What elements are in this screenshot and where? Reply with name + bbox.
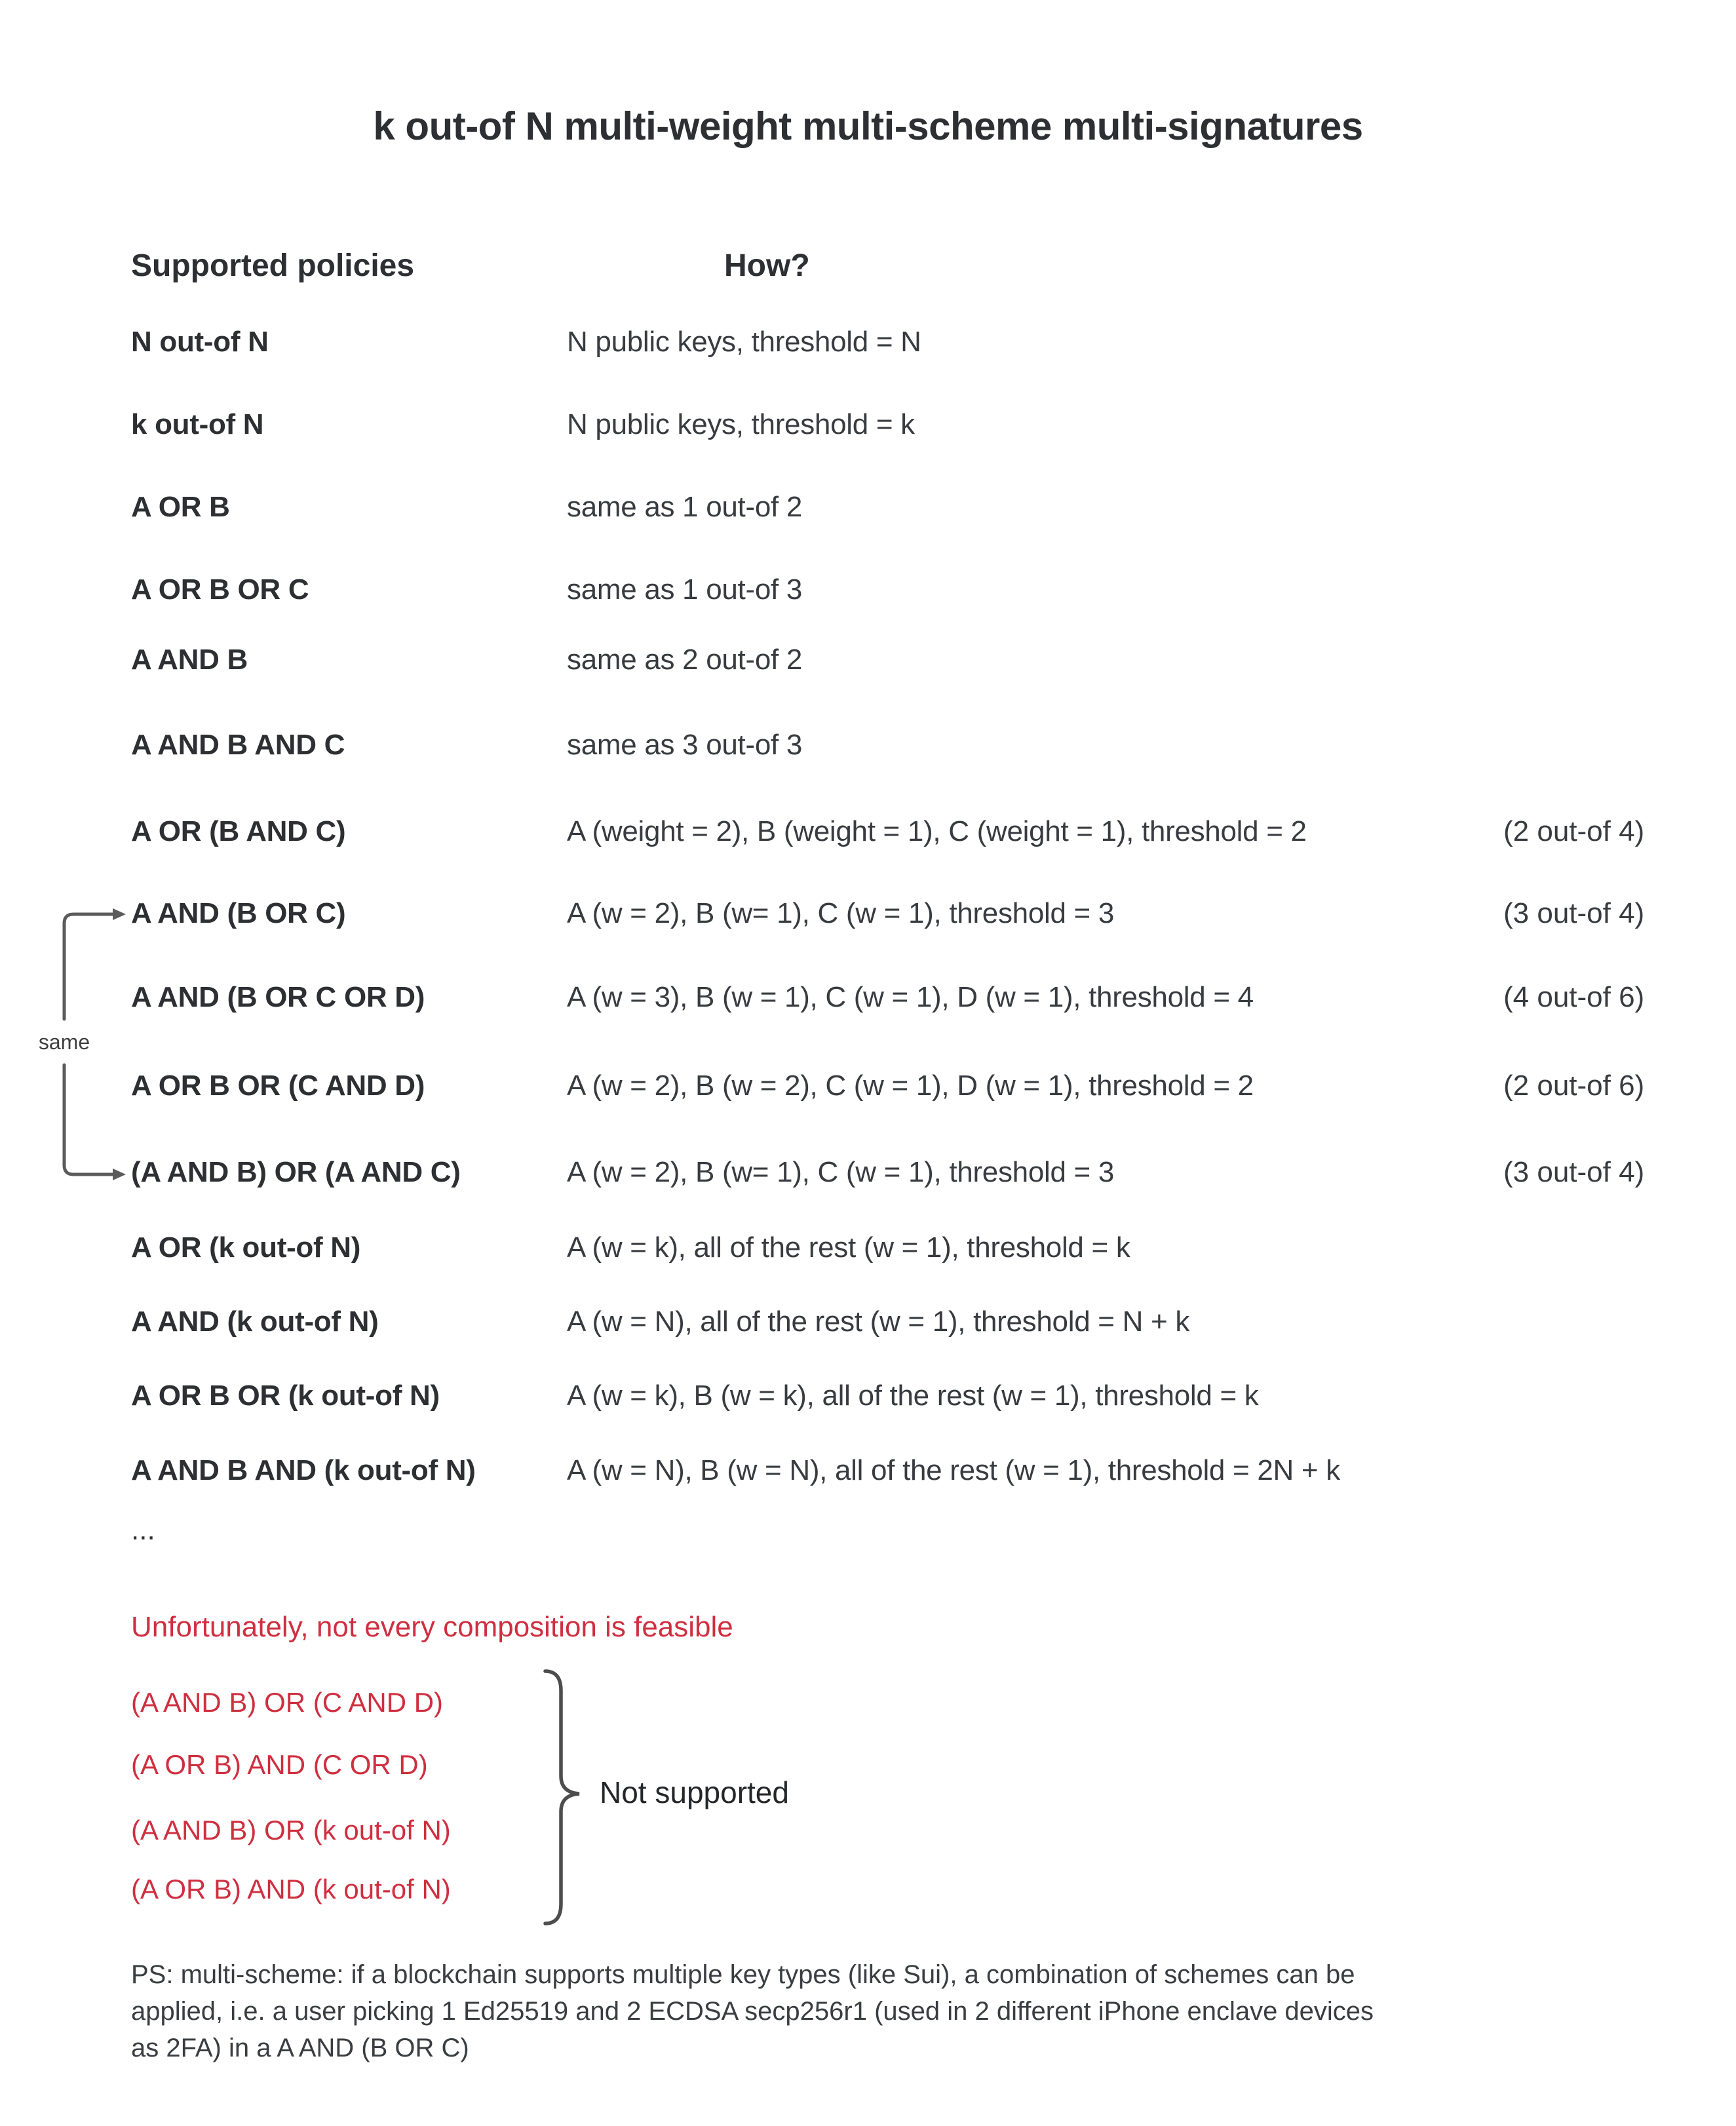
- policy-cell: k out-of N: [131, 408, 264, 440]
- infeasible-heading: Unfortunately, not every composition is feasible: [131, 1611, 733, 1643]
- policy-cell: A OR B OR C: [131, 573, 309, 606]
- policy-cell: N out-of N: [131, 326, 269, 358]
- policy-cell: A OR B OR (k out-of N): [131, 1380, 440, 1412]
- column-header-policies: Supported policies: [131, 248, 415, 283]
- table-row: [0, 897, 1736, 937]
- row-note: (2 out-of 6): [1503, 1070, 1645, 1102]
- policy-cell: A AND (B OR C OR D): [131, 981, 425, 1013]
- infeasible-item: (A OR B) AND (C OR D): [131, 1749, 428, 1780]
- how-cell: A (w = N), all of the rest (w = 1), threshold = N + k: [567, 1305, 1190, 1338]
- column-header-how: How?: [724, 248, 810, 283]
- policy-cell: A AND B AND (k out-of N): [131, 1454, 476, 1486]
- how-cell: A (w = 2), B (w= 1), C (w = 1), threshold = 3: [567, 1156, 1115, 1188]
- how-cell: A (w = N), B (w = N), all of the rest (w = 1), threshold = 2N + k: [567, 1454, 1340, 1486]
- how-cell: A (w = 2), B (w = 2), C (w = 1), D (w = 1), threshold = 2: [567, 1070, 1254, 1102]
- policy-cell: A AND (B OR C): [131, 897, 346, 929]
- curly-brace-icon: [537, 1661, 596, 1937]
- table-row: [0, 1070, 1736, 1109]
- infeasible-item: (A AND B) OR (k out-of N): [131, 1815, 451, 1846]
- table-row: [0, 1156, 1736, 1195]
- table-row: [0, 1454, 1736, 1494]
- table-row: [0, 491, 1736, 530]
- same-arrow-top-icon: [113, 908, 126, 920]
- row-note: (3 out-of 4): [1503, 1156, 1645, 1188]
- table-row: [0, 644, 1736, 683]
- policy-cell: A OR B: [131, 491, 230, 523]
- table-row: [0, 1380, 1736, 1419]
- not-supported-label: Not supported: [600, 1775, 789, 1809]
- how-cell: same as 1 out-of 3: [567, 573, 803, 606]
- table-row: [0, 1231, 1736, 1271]
- how-cell: A (w = k), all of the rest (w = 1), threshold = k: [567, 1231, 1130, 1264]
- table-row: [0, 981, 1736, 1020]
- policy-cell: A AND B AND C: [131, 729, 345, 761]
- policy-cell: A AND (k out-of N): [131, 1305, 379, 1338]
- same-arrow-bottom-icon: [113, 1169, 126, 1180]
- how-cell: A (w = 2), B (w= 1), C (w = 1), threshold = 3: [567, 897, 1115, 929]
- table-row: [0, 573, 1736, 613]
- how-cell: N public keys, threshold = k: [567, 408, 915, 440]
- table-row: [0, 1305, 1736, 1345]
- table-row: [0, 729, 1736, 768]
- policy-cell: A OR (B AND C): [131, 815, 346, 847]
- ps-note-line: applied, i.e. a user picking 1 Ed25519 and 2 ECDSA secp256r1 (used in 2 different iPhone enclave devices: [131, 1997, 1374, 2026]
- ps-note-line: PS: multi-scheme: if a blockchain supports multiple key types (like Sui), a combination of schemes can be: [131, 1960, 1355, 1989]
- policy-cell: A OR (k out-of N): [131, 1231, 361, 1264]
- how-cell: same as 3 out-of 3: [567, 729, 803, 761]
- row-note: (2 out-of 4): [1503, 815, 1645, 847]
- infeasible-item: (A OR B) AND (k out-of N): [131, 1874, 451, 1904]
- table-row: [0, 815, 1736, 855]
- ps-note: [131, 1956, 1625, 2066]
- how-cell: A (w = k), B (w = k), all of the rest (w = 1), threshold = k: [567, 1380, 1259, 1412]
- table-row: [0, 408, 1736, 448]
- infeasible-item: (A AND B) OR (C AND D): [131, 1687, 444, 1718]
- table-row: [0, 326, 1736, 365]
- same-label: same: [26, 1030, 102, 1054]
- ps-note-line: as 2FA) in a A AND (B OR C): [131, 2034, 469, 2062]
- row-note: (3 out-of 4): [1503, 897, 1645, 929]
- policy-cell: A AND B: [131, 644, 248, 676]
- how-cell: same as 2 out-of 2: [567, 644, 803, 676]
- row-note: (4 out-of 6): [1503, 981, 1645, 1013]
- policy-cell: A OR B OR (C AND D): [131, 1070, 425, 1102]
- how-cell: A (weight = 2), B (weight = 1), C (weight = 1), threshold = 2: [567, 815, 1307, 847]
- page-title: k out-of N multi-weight multi-scheme multi-signatures: [373, 104, 1363, 148]
- how-cell: same as 1 out-of 2: [567, 491, 803, 523]
- how-cell: N public keys, threshold = N: [567, 326, 921, 358]
- policy-cell: (A AND B) OR (A AND C): [131, 1156, 461, 1188]
- how-cell: A (w = 3), B (w = 1), C (w = 1), D (w = 1), threshold = 4: [567, 981, 1254, 1013]
- table-ellipsis: ...: [131, 1514, 155, 1546]
